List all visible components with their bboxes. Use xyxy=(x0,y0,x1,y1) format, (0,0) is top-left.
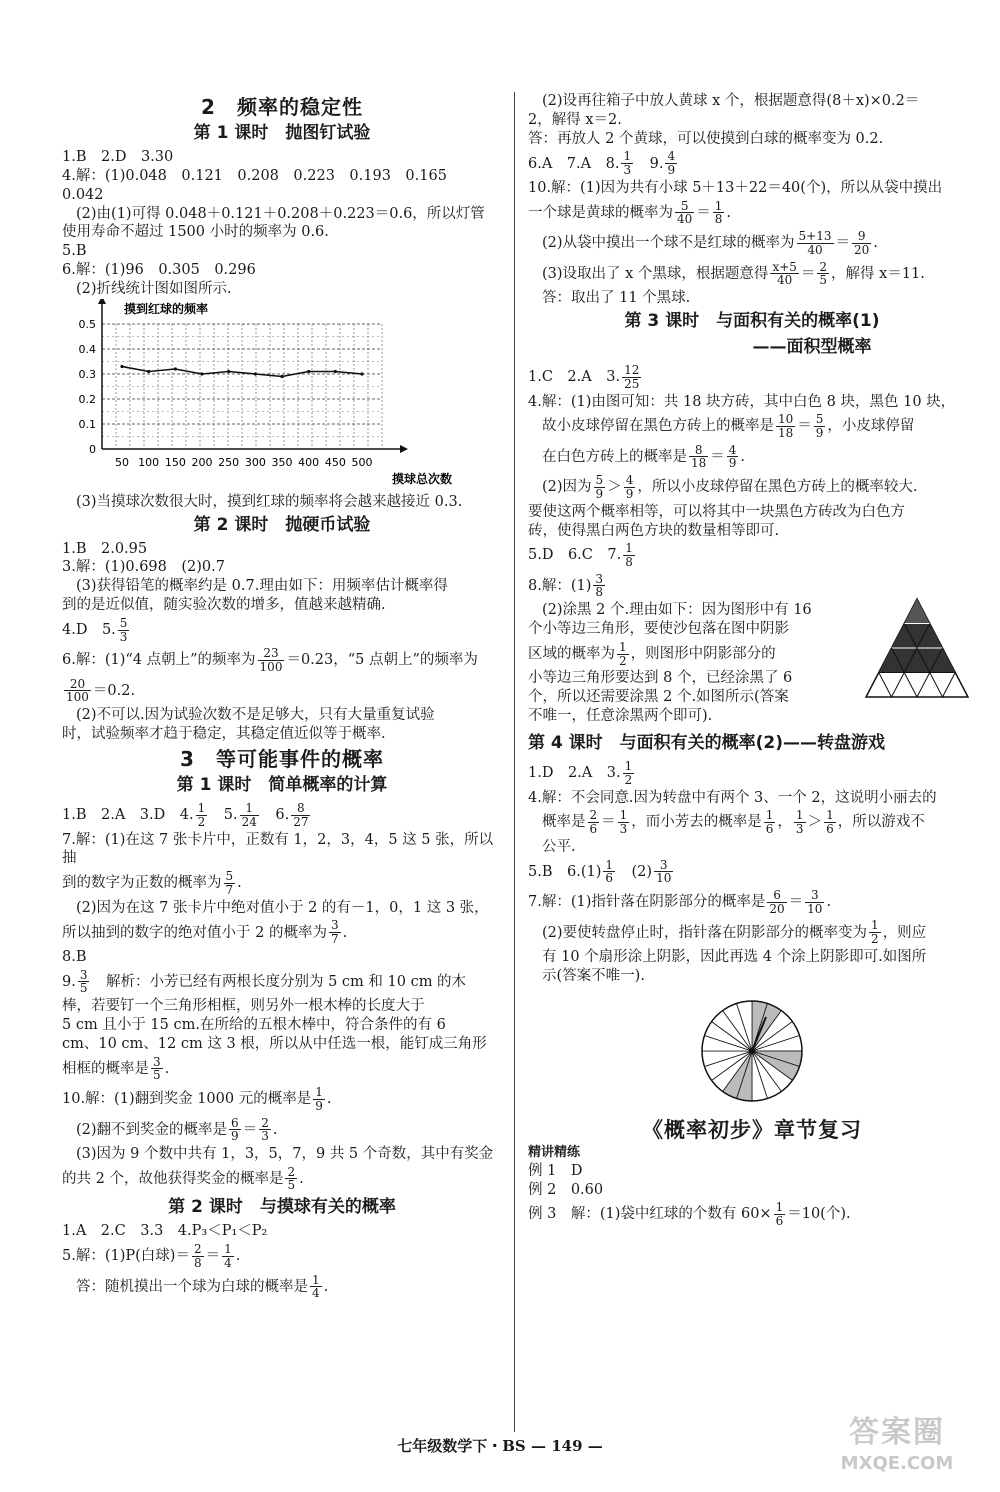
triangle-block xyxy=(528,601,976,726)
right-column xyxy=(528,92,976,1230)
line-chart xyxy=(62,299,462,487)
answer-line: (2)不可以.因为试验次数不是足够大，只有大量重复试验 xyxy=(76,707,435,724)
answer-line: 1.B 2.0.95 xyxy=(62,540,148,557)
data-point xyxy=(200,372,203,375)
x-tick-label: 100 xyxy=(138,455,160,469)
answer-line: 区域的概率为 $\frac{1}{2}$ ，则图形中阴影部分的 xyxy=(528,639,776,668)
answer-line: $\frac{20}{100}$ ＝0.2. xyxy=(66,676,136,705)
answer-line: 例 2 0.60 xyxy=(528,1181,604,1198)
answer-line: 6.解：(1)“4 点朝上”的频率为 $\frac{23}{100}$ ＝0.23，“5 点朝上”的频率为 xyxy=(62,646,478,674)
review-title: 《概率初步》章节复习 xyxy=(642,1118,862,1143)
answer-line: cm、10 cm、12 cm 这 3 根，所以从中任选一根，能钉成三角形 xyxy=(62,1035,487,1052)
y-axis-arrow xyxy=(98,299,106,304)
y-tick-label: 0.2 xyxy=(78,392,96,406)
lesson-title: 第 1 课时 简单概率的计算 xyxy=(176,775,388,795)
answer-line: 答：取出了 11 个黑球. xyxy=(542,290,691,307)
answer-line: 不唯一，任意涂黑两个即可). xyxy=(528,708,713,725)
answer-line: (2)要使转盘停止时，指针落在阴影部分的概率变为 $\frac{1}{2}$ ，则应 xyxy=(542,918,927,946)
answer-line: (3)因为 9 个数中共有 1，3，5，7，9 共 5 个奇数，其中有奖金 xyxy=(76,1146,494,1163)
answer-line: 小等边三角形要达到 8 个，已经涂黑了 6 xyxy=(528,670,793,687)
answer-line: 1.B 2.D 3.30 xyxy=(62,149,174,166)
answer-line: 4.解：(1)0.048 0.121 0.208 0.223 0.193 0.165 0.042 xyxy=(62,167,462,203)
left-column xyxy=(62,92,502,1302)
answer-line: 所以抽到的数字的绝对值小于 2 的概率为 $\frac{3}{7}$ . xyxy=(62,918,348,946)
answer-line: (2)从袋中摸出一个球不是红球的概率为 $\frac{5+13}{40}$ ＝ $\frac{9}{20}$ . xyxy=(542,229,878,257)
answer-line: 1.B 2.A 3.D 4. $\frac{1}{2}$ 5. $\frac{1}{24}$ 6. $\frac{8}{27}$ xyxy=(62,801,309,829)
data-point xyxy=(360,372,363,375)
watermark-logo: 答案圈 MXQE.COM xyxy=(840,1415,954,1474)
answer-line: (3)当摸球次数很大时，摸到红球的频率将会越来越接近 0.3. xyxy=(76,493,463,510)
answer-line: 的共 2 个，故他获得奖金的概率是 $\frac{2}{5}$ . xyxy=(62,1164,304,1193)
data-point xyxy=(280,375,283,378)
answer-line: 10.解：(1)因为共有小球 5＋13＋22＝40(个)，所以从袋中摸出 xyxy=(528,179,943,196)
lesson-title: 第 4 课时 与面积有关的概率(2)——转盘游戏 xyxy=(528,732,886,753)
answer-line: 概率是 $\frac{2}{6}$ ＝ $\frac{1}{3}$ ，而小芳去的概率是 $\frac{1}{6}$ ， $\frac{1}{3}$ ＞ $\frac{1}{6}$ ，所以游戏不 xyxy=(542,808,925,836)
data-point xyxy=(227,370,230,373)
answer-line: 答：再放人 2 个黄球，可以使摸到白球的概率变为 0.2. xyxy=(528,130,884,147)
data-point xyxy=(174,367,177,370)
answer-line: 3.解：(1)0.698 (2)0.7 xyxy=(62,559,225,576)
data-point xyxy=(307,370,310,373)
y-tick-label: 0.4 xyxy=(78,342,96,356)
answer-line: 相框的概率是 $\frac{3}{5}$ . xyxy=(62,1054,170,1083)
lesson-subtitle: ——面积型概率 xyxy=(752,337,872,358)
data-point xyxy=(334,370,337,373)
spinner-figure xyxy=(697,996,807,1106)
answer-line: 到的数字为正数的概率为 $\frac{5}{7}$ . xyxy=(62,869,242,897)
fraction: $\frac{23}{100}$ xyxy=(259,646,283,674)
page-footer: 七年级数学下・BS — 149 — xyxy=(397,1437,603,1455)
answer-line: 一个球是黄球的概率为 $\frac{5}{40}$ ＝ $\frac{1}{8}$ . xyxy=(528,198,732,227)
answer-line: 7.解：(1)在这 7 张卡片中，正数有 1，2，3，4，5 这 5 张，所以抽 xyxy=(62,831,494,867)
answer-line: (2)因为 $\frac{5}{9}$ ＞ $\frac{4}{9}$ ，所以小皮球停留在黑色方砖上的概率较大. xyxy=(542,473,918,501)
answer-line: 1.A 2.C 3.3 4.P₃＜P₁＜P₂ xyxy=(62,1223,268,1240)
y-tick-label: 0.1 xyxy=(78,417,96,431)
x-tick-label: 150 xyxy=(164,455,186,469)
answer-line: 5.D 6.C 7. $\frac{1}{8}$ xyxy=(528,541,633,569)
answer-line: 在白色方砖上的概率是 $\frac{8}{18}$ ＝ $\frac{4}{9}$ . xyxy=(542,442,746,471)
lesson-title: 第 3 课时 与面积有关的概率(1) xyxy=(624,310,880,331)
y-tick-label: 0.3 xyxy=(78,367,96,381)
chart-grid xyxy=(102,324,382,449)
chart-axes xyxy=(98,299,408,453)
y-tick-label: 0.5 xyxy=(78,317,96,331)
data-point xyxy=(254,372,257,375)
review-subtitle: 精讲精练 xyxy=(528,1144,581,1160)
data-point xyxy=(147,370,150,373)
answer-line: 4.解：不会同意.因为转盘中有两个 3、一个 2，这说明小丽去的 xyxy=(528,789,937,806)
x-tick-label: 200 xyxy=(191,455,213,469)
spinner-block xyxy=(528,996,976,1112)
column-divider xyxy=(514,92,515,1432)
answer-line: (3)获得铅笔的概率约是 0.7.理由如下：用频率估计概率得 xyxy=(76,578,448,595)
lesson-title: 第 2 课时 抛硬币试验 xyxy=(193,514,371,535)
x-tick-label: 50 xyxy=(115,455,129,469)
answer-line: 个，所以还需要涂黑 2 个.如图所示(答案 xyxy=(528,689,789,706)
answer-line: 时，试验频率才趋于稳定，其稳定值近似等于概率. xyxy=(62,726,386,743)
lesson-title: 第 2 课时 与摸球有关的概率 xyxy=(168,1197,396,1218)
chart-ticks xyxy=(79,318,373,469)
x-tick-label: 500 xyxy=(351,455,373,469)
answer-line: 1.D 2.A 3. $\frac{1}{2}$ xyxy=(528,758,633,787)
answer-line: 5 cm 且小于 15 cm.在所给的五根木棒中，符合条件的有 6 xyxy=(62,1017,446,1034)
answer-line: (3)设取出了 x 个黑球，根据题意得 $\frac{x+5}{40}$ ＝ $\frac{2}{5}$ ，解得 x＝11. xyxy=(542,259,925,288)
answer-line: 公平. xyxy=(542,838,576,855)
y-tick-label: 0 xyxy=(89,442,96,456)
answer-line: 到的是近似值，随实验次数的增多，值越来越精确. xyxy=(62,597,386,614)
x-tick-label: 400 xyxy=(298,455,320,469)
section-title: 3 等可能事件的概率 xyxy=(180,747,384,771)
answer-line: 故小皮球停留在黑色方砖上的概率是 $\frac{10}{18}$ ＝ $\frac{5}{9}$ ，小皮球停留 xyxy=(542,412,915,440)
answer-line: (2)涂黑 2 个.理由如下：因为图形中有 16 xyxy=(542,602,812,619)
answer-line: 要使这两个概率相等，可以将其中一块黑色方砖改为白色方 xyxy=(528,503,905,520)
answer-line: (2)翻不到奖金的概率是 $\frac{6}{9}$ ＝ $\frac{2}{3}$ . xyxy=(76,1115,278,1144)
answer-line: 4.D 5. $\frac{5}{3}$ xyxy=(62,615,128,644)
chart-y-label: 摸到红球的频率 xyxy=(124,301,209,316)
answer-line: 6.解：(1)96 0.305 0.296 xyxy=(62,262,256,279)
answer-line: (2)由(1)可得 0.048＋0.121＋0.208＋0.223＝0.6，所以灯管 xyxy=(76,205,485,222)
answer-line: 2，解得 x＝2. xyxy=(528,111,622,128)
answer-line: 8.解：(1) $\frac{3}{8}$ xyxy=(528,571,604,600)
answer-line: (2)因为在这 7 张卡片中绝对值小于 2 的有－1，0，1 这 3 张， xyxy=(76,899,489,916)
x-tick-label: 450 xyxy=(324,455,346,469)
chart-x-label: 摸球总次数 xyxy=(392,471,453,486)
answer-line: 例 1 D xyxy=(528,1162,583,1179)
answer-line: 5.解：(1)P(白球)＝ $\frac{2}{8}$ ＝ $\frac{1}{4}$ . xyxy=(62,1242,241,1270)
answer-line: 有 10 个扇形涂上阴影，因此再选 4 个涂上阴影即可.如图所 xyxy=(542,948,927,965)
answer-line: (2)设再往箱子中放人黄球 x 个，根据题意得(8＋x)×0.2＝ xyxy=(542,93,920,109)
data-point xyxy=(120,365,123,368)
lesson-title: 第 1 课时 抛图钉试验 xyxy=(193,123,371,143)
x-tick-label: 350 xyxy=(271,455,293,469)
fraction: $\frac{20}{100}$ xyxy=(66,676,89,705)
answer-line: 5.B 6.(1) $\frac{1}{6}$ (2) $\frac{3}{10}$ xyxy=(528,857,672,886)
section-title: 2 频率的稳定性 xyxy=(201,95,363,119)
x-tick-label: 300 xyxy=(244,455,266,469)
answer-line: 8.B xyxy=(62,948,87,965)
answer-line: 例 3 解：(1)袋中红球的个数有 60× $\frac{1}{6}$ ＝10(个). xyxy=(528,1200,851,1228)
answer-line: 4.解：(1)由图可知：共 18 块方砖，其中白色 8 块，黑色 10 块， xyxy=(528,393,956,410)
x-axis-arrow xyxy=(400,445,408,453)
answer-line: 5.B xyxy=(62,243,87,260)
answer-line: 砖，使得黑白两色方块的数量相等即可. xyxy=(528,522,780,539)
answer-line: 10.解：(1)翻到奖金 1000 元的概率是 $\frac{1}{9}$ . xyxy=(62,1085,332,1113)
answer-line: 1.C 2.A 3. $\frac{12}{25}$ xyxy=(528,363,640,391)
answer-line: 棒，若要钉一个三角形相框，则另外一根木棒的长度大于 xyxy=(62,998,425,1015)
triangle-figure xyxy=(862,595,972,705)
answer-line: 使用寿命不超过 1500 小时的频率为 0.6. xyxy=(62,224,329,241)
answer-line: 示(答案不唯一). xyxy=(542,967,645,984)
x-tick-label: 250 xyxy=(218,455,240,469)
answer-line: 个小等边三角形，要使沙包落在图中阴影 xyxy=(528,621,789,638)
answer-line: 答：随机摸出一个球为白球的概率是 $\frac{1}{4}$ . xyxy=(76,1272,329,1301)
fraction: $\frac{5}{3}$ xyxy=(119,615,128,644)
answer-line: 6.A 7.A 8. $\frac{1}{3}$ 9. $\frac{4}{9}$ xyxy=(528,149,676,178)
answer-line: 7.解：(1)指针落在阴影部分的概率是 $\frac{6}{20}$ ＝ $\frac{3}{10}$ . xyxy=(528,887,832,916)
answer-line: 9. $\frac{3}{5}$ 解析：小芳已经有两根长度分别为 5 cm 和 10 cm 的木 xyxy=(62,967,467,996)
answer-line: (2)折线统计图如图所示. xyxy=(76,281,232,297)
